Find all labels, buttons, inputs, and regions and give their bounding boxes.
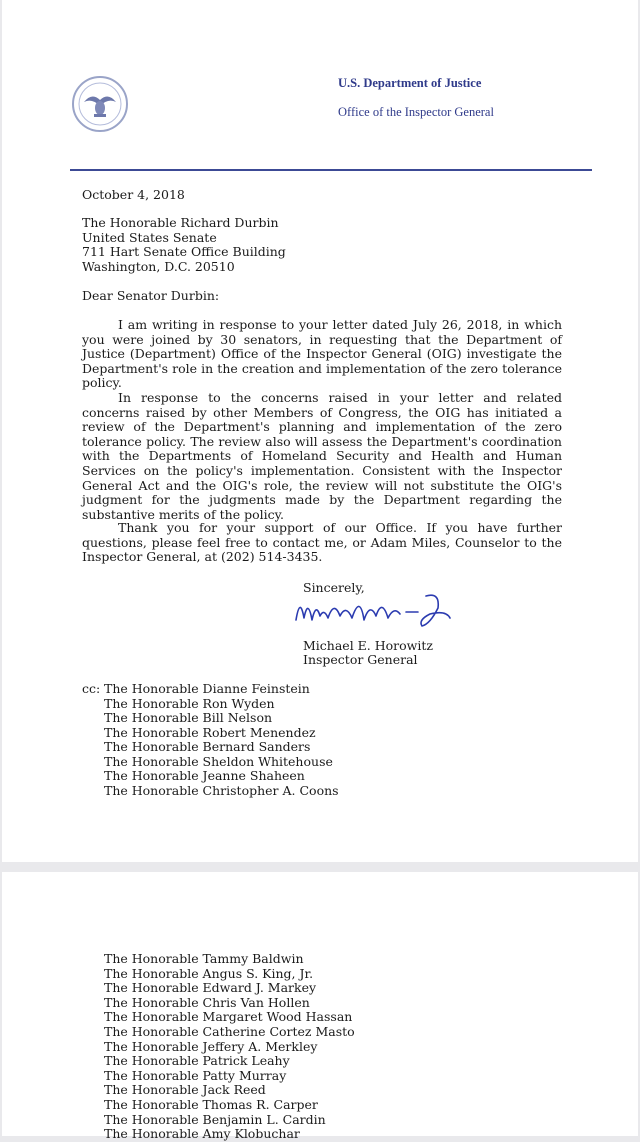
- list-item: The Honorable Ron Wyden: [104, 695, 275, 711]
- cc-label: cc:: [82, 681, 101, 696]
- list-item: The Honorable Jack Reed: [104, 1082, 266, 1098]
- cc-list: [104, 682, 339, 798]
- list-item: The Honorable Thomas R. Carper: [104, 1096, 318, 1112]
- list-item: The Honorable Benjamin L. Cardin: [104, 1111, 326, 1127]
- list-item: The Honorable Tammy Baldwin: [104, 951, 304, 966]
- list-item: The Honorable Edward J. Markey: [104, 980, 317, 996]
- recipient-building: 711 Hart Senate Office Building: [82, 244, 286, 259]
- list-item: The Honorable Angus S. King, Jr.: [104, 965, 314, 981]
- department-name: U.S. Department of Justice: [338, 76, 482, 90]
- recipient-city: Washington, D.C. 20510: [82, 259, 235, 274]
- letter-date: October 4, 2018: [82, 187, 185, 202]
- list-item: The Honorable Amy Klobuchar: [104, 1126, 300, 1142]
- list-item: The Honorable Christopher A. Coons: [104, 782, 339, 798]
- doj-seal-icon: [72, 76, 128, 132]
- recipient-org: United States Senate: [82, 230, 217, 245]
- body-paragraph-1: I am writing in response to your letter dated July 26, 2018, in which you were joined by 30 senators, in requesting that the Department of Justice (Department) Office of the Inspector General (OIG) investigate the Department's role in the creation and implementation of the zero tolerance policy.: [82, 317, 562, 391]
- letter-page-1: [2, 0, 638, 862]
- list-item: The Honorable Jeffery A. Merkley: [104, 1038, 318, 1054]
- recipient-name: The Honorable Richard Durbin: [82, 215, 279, 230]
- office-name: Office of the Inspector General: [338, 105, 494, 119]
- list-item: The Honorable Sheldon Whitehouse: [104, 753, 333, 769]
- signer-name: Michael E. Horowitz: [303, 638, 433, 653]
- list-item: The Honorable Patrick Leahy: [104, 1053, 290, 1069]
- list-item: The Honorable Catherine Cortez Masto: [104, 1023, 355, 1039]
- page2-recipient-list: [104, 952, 355, 1142]
- signer-title: Inspector General: [303, 652, 418, 667]
- list-item: The Honorable Bill Nelson: [104, 710, 273, 725]
- list-item: The Honorable Robert Menendez: [104, 724, 316, 740]
- list-item: The Honorable Margaret Wood Hassan: [104, 1009, 353, 1025]
- list-item: The Honorable Jeanne Shaheen: [104, 768, 305, 783]
- list-item: The Honorable Bernard Sanders: [104, 739, 311, 754]
- closing: Sincerely,: [303, 580, 365, 595]
- list-item: The Honorable Chris Van Hollen: [104, 994, 310, 1010]
- body-paragraph-3: Thank you for your support of our Office. If you have further questions, please feel free to contact me, or Adam Miles, Counselor to the Inspector General, at (202) 514-3435.: [82, 520, 562, 565]
- body-paragraph-2: In response to the concerns raised in your letter and related concerns raised by other Members of Congress, the OIG has initiated a review of the Department's planning and implementation of the zero tolerance policy. The review also will assess the Department's coordination with the Departments of Homeland Security and Health and Human Services on the policy's implementation. Consistent with the Inspector General Act and the OIG's role, the review will not substitute the OIG's judgment for the judgments made by the Department regarding the substantive merits of the policy.: [82, 390, 562, 522]
- list-item: The Honorable Dianne Feinstein: [104, 681, 310, 696]
- salutation: Dear Senator Durbin:: [82, 288, 220, 303]
- list-item: The Honorable Patty Murray: [104, 1067, 287, 1083]
- handwritten-signature: [290, 590, 480, 630]
- letterhead-divider: [70, 169, 592, 171]
